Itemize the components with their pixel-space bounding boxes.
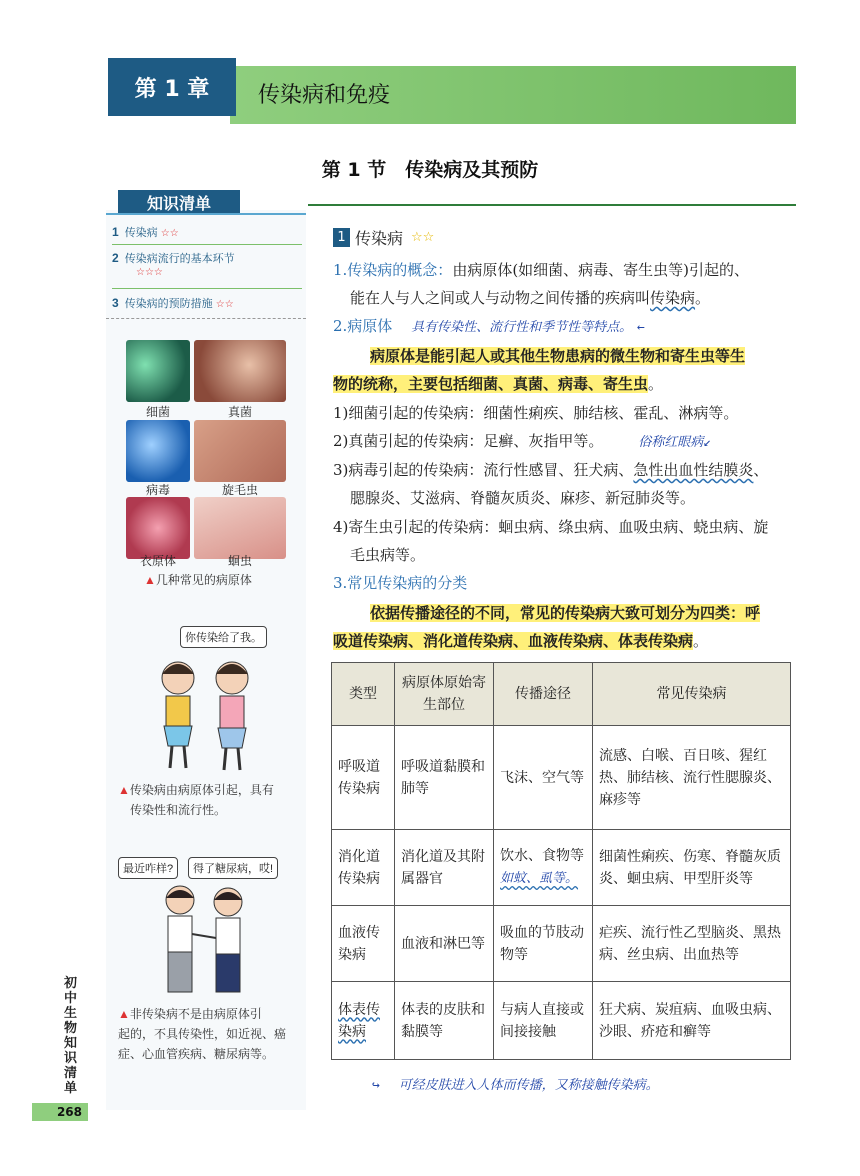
noninfectious-caption: ▲非传染病不是由病原体引 起的，不具传染性，如近视、癌 症、心血管疾病、糖尿病等。: [118, 1007, 287, 1061]
toc-text: 传染病的预防措施: [124, 298, 213, 310]
toc-separator: [112, 244, 302, 245]
chlamydia-image: [126, 497, 190, 559]
handwritten-note: 如蚊、虱等。: [500, 871, 579, 886]
table-row: [332, 830, 791, 906]
heading-infectious-disease: [333, 226, 434, 249]
speech-bubble: 你传染给了我。: [180, 626, 267, 648]
list-parasite: 4)寄生虫引起的传染病：蛔虫病、绦虫病、血吸虫病、蛲虫病、旋: [333, 518, 769, 536]
table-cell: 消化道及其附属器官: [395, 830, 494, 906]
trichinella-image: [194, 420, 286, 482]
toc-item-3: [112, 295, 302, 311]
arrow-icon: ←: [636, 320, 645, 335]
table-cell: 血液和淋巴等: [395, 906, 494, 982]
table-cell: 体表的皮肤和黏膜等: [395, 982, 494, 1060]
table-cell: 体表传染病: [332, 982, 395, 1060]
section-title: 第 1 节 传染病及其预防: [321, 159, 539, 181]
toc-num: 1: [112, 225, 119, 239]
star-icon: ☆☆: [411, 230, 435, 245]
pathogen-label: 衣原体: [139, 554, 176, 568]
table-cell: 狂犬病、炭疽病、血吸虫病、沙眼、疥疮和癣等: [593, 982, 791, 1060]
pathogen-label: 蛔虫: [227, 554, 252, 568]
pathogen-label: 真菌: [227, 405, 252, 419]
toc-item-1: [112, 224, 302, 240]
toc-num: 3: [112, 296, 119, 310]
vertical-book-title: 初中生物知识清单: [64, 976, 78, 1096]
pathogen-label: 细菌: [145, 405, 170, 419]
bottom-note: [372, 1074, 659, 1096]
paragraph-classification-label: 3.常见传染病的分类: [333, 574, 468, 592]
adults-illustration: [150, 880, 260, 998]
disease-classification-table: [331, 662, 791, 1060]
list-virus: 3)病毒引起的传染病：流行性感冒、狂犬病、急性出血性结膜炎、: [333, 461, 769, 479]
table-cell: 与病人直接或间接接触: [494, 982, 593, 1060]
fungi-image: [194, 340, 286, 402]
list-fungi: 2)真菌引起的传染病：足癣、灰指甲等。 俗称红眼病↙: [333, 432, 712, 450]
table-row: [332, 982, 791, 1060]
list-parasite-line2: 毛虫病等。: [350, 546, 426, 564]
highlight-pathogen-1: 病原体是能引起人或其他生物患病的微生物和寄生虫等生: [370, 347, 746, 365]
table-cell: 细菌性痢疾、伤寒、脊髓灰质炎、蛔虫病、甲型肝炎等: [593, 830, 791, 906]
table-header-row: [332, 663, 791, 726]
pathogens-caption: ▲几种常见的病原体: [144, 573, 252, 587]
children-illustration: [140, 650, 270, 775]
arrow-icon: ↪: [372, 1078, 380, 1093]
star-icon: ☆☆: [160, 228, 179, 239]
chapter-title: 传染病和免疫: [258, 83, 391, 108]
table-header: 传播途径: [494, 663, 593, 726]
handwritten-note: 俗称红眼病: [638, 435, 704, 450]
section-divider: [308, 204, 796, 206]
toc-text: 传染病流行的基本环节: [124, 253, 235, 265]
toc-num: 2: [112, 251, 119, 265]
knowledge-list-title: 知识清单: [118, 190, 240, 214]
sidebar-divider: [106, 213, 306, 215]
speech-bubble: 得了糖尿病，哎!: [188, 857, 278, 879]
table-header: 类型: [332, 663, 395, 726]
table-cell: 飞沫、空气等: [494, 726, 593, 830]
star-icon: ☆☆☆: [136, 267, 163, 278]
table-header: 常见传染病: [593, 663, 791, 726]
toc-item-2: [112, 250, 302, 278]
speech-bubble: 最近咋样?: [118, 857, 178, 879]
page-number: 268: [32, 1103, 88, 1121]
paragraph-concept: 1.传染病的概念：由病原体(如细菌、病毒、寄生虫等)引起的、: [333, 261, 750, 279]
table-cell: 流感、白喉、百日咳、猩红热、肺结核、流行性腮腺炎、麻疹等: [593, 726, 791, 830]
arrow-icon: ↙: [703, 435, 712, 450]
handwritten-note: 可经皮肤进入人体而传播，又称接触传染病。: [398, 1078, 659, 1093]
infectious-caption: ▲传染病由病原体引起，具有 传染性和流行性。: [118, 783, 274, 817]
virus-image: [126, 420, 190, 482]
table-row: [332, 906, 791, 982]
paragraph-pathogen-label: 2.病原体 具有传染性、流行性和季节性等特点。 ←: [333, 317, 645, 335]
sidebar-dashed-divider: [106, 318, 306, 320]
table-row: [332, 726, 791, 830]
table-cell: 呼吸道黏膜和肺等: [395, 726, 494, 830]
pathogen-label: 病毒: [145, 483, 170, 497]
table-cell: 呼吸道传染病: [332, 726, 395, 830]
handwritten-note: 具有传染性、流行性和季节性等特点。: [411, 320, 633, 335]
highlight-pathogen-2: 物的统称，主要包括细菌、真菌、病毒、寄生虫。: [333, 375, 664, 393]
table-cell: 饮水、食物等 如蚊、虱等。: [494, 830, 593, 906]
paragraph-concept-line2: 能在人与人之间或人与动物之间传播的疾病叫传染病。: [350, 289, 711, 307]
highlight-classification-1: 依据传播途径的不同，常见的传染病大致可划分为四类：呼: [370, 604, 761, 622]
table-cell: 消化道传染病: [332, 830, 395, 906]
chapter-label: 第 1 章: [108, 58, 236, 116]
highlight-classification-2: 吸道传染病、消化道传染病、血液传染病、体表传染病。: [333, 632, 709, 650]
list-bacteria: 1)细菌引起的传染病：细菌性痢疾、肺结核、霍乱、淋病等。: [333, 404, 739, 422]
table-header: 病原体原始寄生部位: [395, 663, 494, 726]
heading-text: 传染病: [355, 229, 404, 248]
star-icon: ☆☆: [215, 299, 234, 310]
heading-number: 1: [333, 228, 350, 247]
table-cell: 血液传染病: [332, 906, 395, 982]
toc-text: 传染病: [124, 227, 158, 239]
toc-separator: [112, 288, 302, 289]
pathogen-label: 旋毛虫: [221, 483, 258, 497]
table-cell: 吸血的节肢动物等: [494, 906, 593, 982]
list-virus-line2: 腮腺炎、艾滋病、脊髓灰质炎、麻疹、新冠肺炎等。: [350, 489, 696, 507]
table-cell: 疟疾、流行性乙型脑炎、黑热病、丝虫病、出血热等: [593, 906, 791, 982]
roundworm-image: [194, 497, 286, 559]
bacteria-image: [126, 340, 190, 402]
